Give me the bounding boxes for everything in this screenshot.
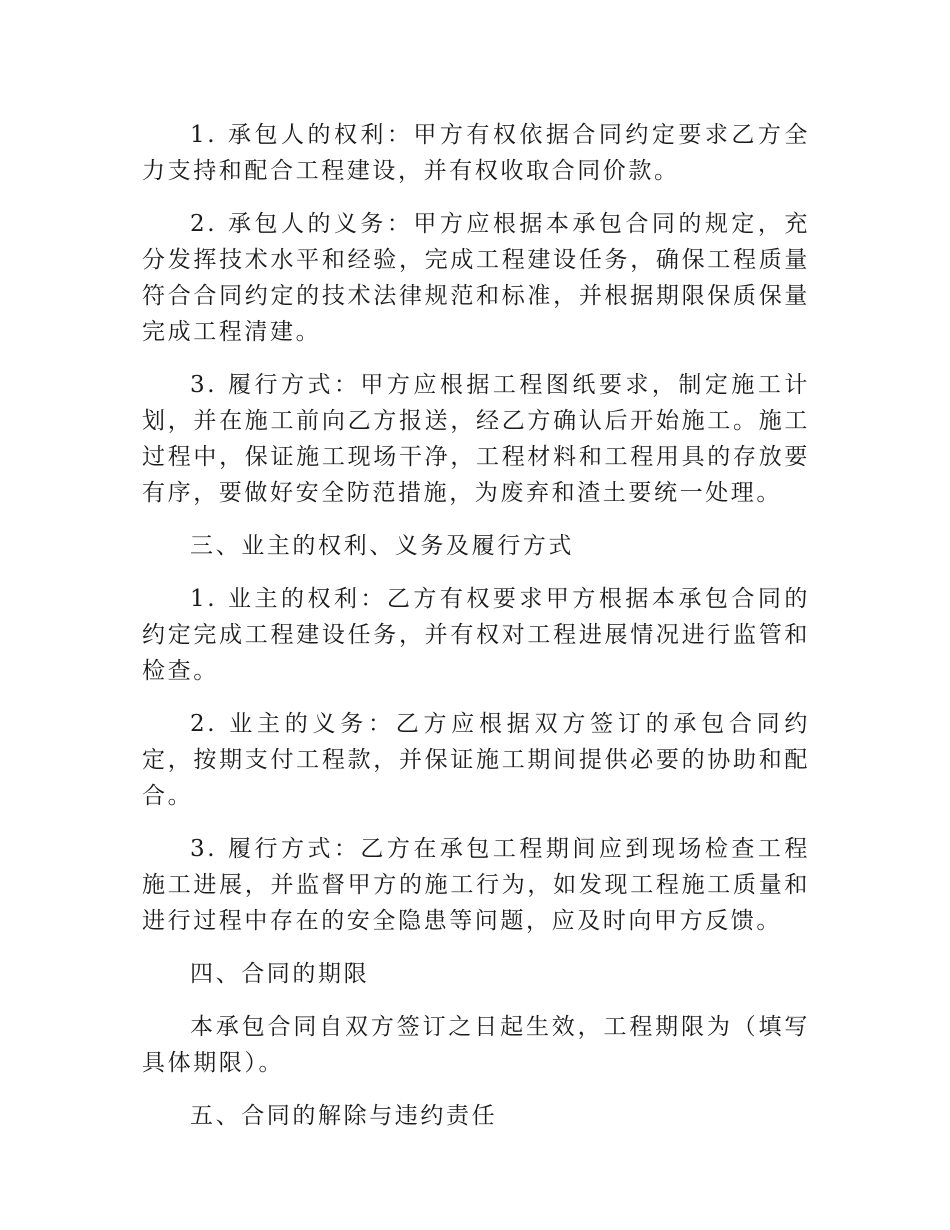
section-heading-contract-term: 四、合同的期限 — [190, 961, 370, 987]
owner-performance-paragraph: 3. 履行方式：乙方在承包工程期间应到现场检查工程施工进展，并监督甲方的施工行为，如发现工程施工质量和进行过程中存在的安全隐患等问题，应及时向甲方反馈。 — [142, 836, 810, 934]
document-body — [142, 117, 810, 1151]
section-heading-owner-rights: 三、业主的权利、义务及履行方式 — [190, 533, 574, 559]
owner-obligations-paragraph: 2. 业主的义务：乙方应根据双方签订的承包合同约定，按期支付工程款，并保证施工期间提供必要的协助和配合。 — [142, 711, 810, 809]
section-heading-termination: 五、合同的解除与违约责任 — [190, 1103, 498, 1129]
contractor-obligations-paragraph: 2. 承包人的义务：甲方应根据本承包合同的规定，充分发挥技术水平和经验，完成工程建设任务，确保工程质量符合合同约定的技术法律规范和标准，并根据期限保质保量完成工程清建。 — [142, 211, 810, 345]
owner-rights-paragraph: 1. 业主的权利：乙方有权要求甲方根据本承包合同的约定完成工程建设任务，并有权对工程进展情况进行监管和检查。 — [142, 586, 810, 684]
contractor-rights-paragraph: 1. 承包人的权利：甲方有权依据合同约定要求乙方全力支持和配合工程建设，并有权收取合同价款。 — [142, 122, 810, 184]
contract-term-paragraph: 本承包合同自双方签订之日起生效，工程期限为（填写具体期限）。 — [142, 1014, 810, 1076]
contractor-performance-paragraph: 3. 履行方式：甲方应根据工程图纸要求，制定施工计划，并在施工前向乙方报送，经乙方确认后开始施工。施工过程中，保证施工现场干净，工程材料和工程用具的存放要有序，要做好安全防范措施，为废弃和渣土要统一处理。 — [142, 372, 810, 506]
